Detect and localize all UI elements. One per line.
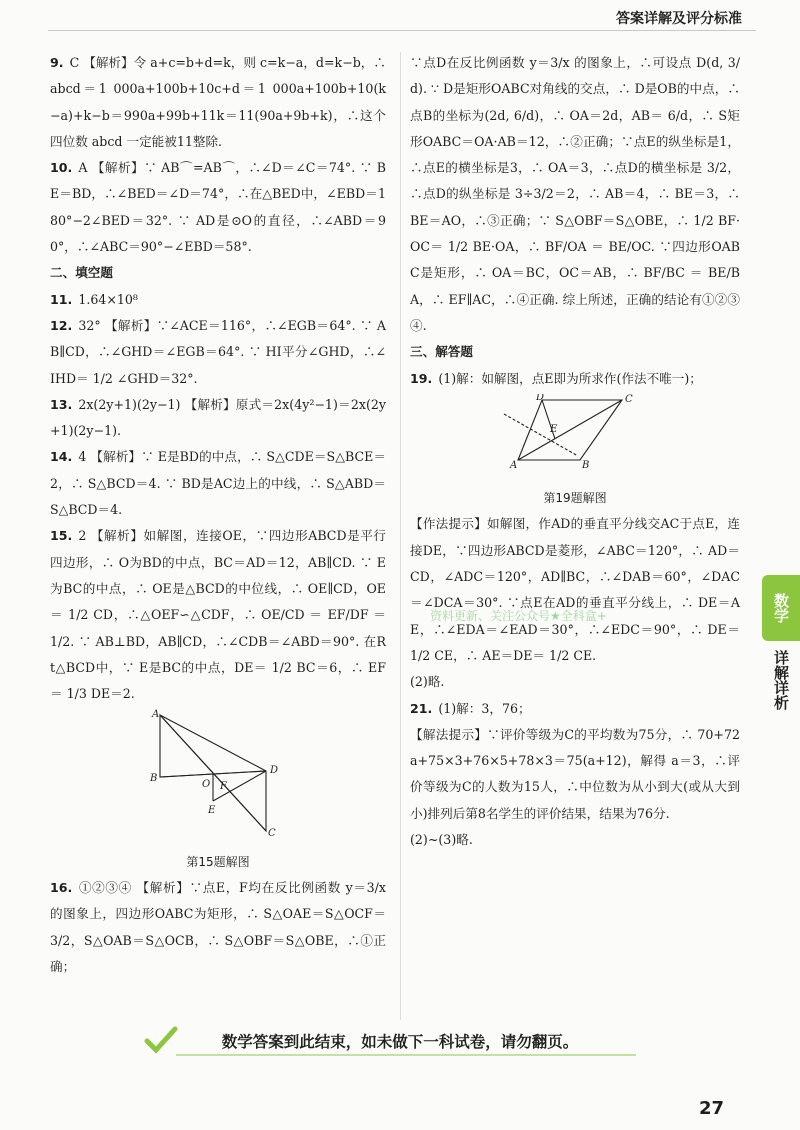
- q15: 15. 2 【解析】如解图，连接OE，∵四边形ABCD是平行四边形，∴ O为BD的中点，BC＝AD＝12，AB∥CD. ∵ E为BC的中点，∴ OE是△BCD的中位线，∴ OE∥CD，OE＝ 1/2 CD，∴△OEF∽△CDF，∴ OE/CD ＝ EF/DF ＝ 1/2. ∵ AB⊥BD，AB∥CD，∴∠CDB＝∠ABD＝90°. 在Rt△BCD中，∵ E是BC的中点，DE＝ 1/2 BC＝6，∴ EF＝ 1/3 DE＝2.: [50, 528, 386, 702]
- svg-text:O: O: [202, 779, 211, 791]
- figure-15: [50, 709, 386, 846]
- figure-15-caption: 第15题解图: [186, 854, 250, 869]
- left-column: [50, 50, 386, 980]
- svg-text:C: C: [625, 393, 633, 405]
- watermark: 资料更新、关注公众号★全科盒+: [430, 609, 607, 623]
- svg-text:F: F: [220, 781, 227, 793]
- q21-part2: (2)~(3)略.: [410, 832, 473, 848]
- side-label: 详解详析: [772, 650, 790, 710]
- figure-19: [410, 394, 740, 483]
- svg-text:A: A: [510, 459, 518, 471]
- svg-text:D: D: [536, 393, 545, 403]
- q9: 9. C 【解析】令 a+c=b+d=k，则 c=k−a，d=k−b，∴ abcd＝1 000a+100b+10c+d＝1 000a+100b+10(k−a)+k−b＝990a+99b+11k＝11(90a+9b+k)，∴这个四位数 abcd 一定能被11整除.: [50, 55, 386, 149]
- q16-continued: ∵点D在反比例函数 y＝3/x 的图象上，∴可设点 D(d, 3/d). ∵ D是矩形OABC对角线的交点，∴ D是OB的中点，∴点B的坐标为(2d, 6/d)，∴ OA＝2d，AB＝ 6/d，∴ S矩形OABC＝OA·AB＝12，∴②正确；∵点E的纵坐标是1，∴点E的横坐标是3，∴ OA＝3，∴点D的横坐标是 3/2，∴点D的纵坐标是 3÷3/2＝2，∴ AB＝4，∴ BE＝3，∴ BE＝AO，∴③正确；∵ S△OBF＝S△OBE，∴ 1/2 BF·OC＝ 1/2 BE·OA，∴ BF/OA ＝ BE/OC. ∵四边形OABC是矩形，∴ OA＝BC，OC＝AB，∴ BF/BC ＝ BE/BA，∴ EF∥AC，∴④正确. 综上所述，正确的结论有①②③④.: [410, 55, 740, 333]
- figure-19-diagram: [500, 394, 650, 474]
- page-number: 27: [698, 1098, 724, 1119]
- q19: 19. (1)解：如解图，点E即为所求作(作法不唯一)；: [410, 370, 702, 386]
- svg-text:B: B: [582, 459, 590, 471]
- q19-part2: (2)略.: [410, 674, 445, 690]
- svg-text:C: C: [268, 828, 276, 838]
- q10: 10. A 【解析】∵ AB⌒=AB⌒，∴∠D＝∠C＝74°. ∵ BE＝BD，∴∠BED＝∠D＝74°，∴在△BED中，∠EBD＝180°−2∠BED＝32°. ∵ AD是⊙O的直径，∴∠ABD＝90°，∴∠ABC＝90°−∠EBD＝58°.: [50, 160, 386, 255]
- q13: 13. 2x(2y+1)(2y−1) 【解析】原式＝2x(4y²−1)＝2x(2y+1)(2y−1).: [50, 396, 386, 439]
- svg-text:E: E: [550, 423, 558, 435]
- q21-hint: 【解法提示】∵评价等级为C的平均数为75分，∴ 70+72a+75×3+76×5+78×3＝75(a+12)，解得 a＝3，∴评价等级为C的人数为15人，∴中位数为从小到大(或从大到小)排列后第8名学生的评价结果，结果为76分.: [410, 726, 740, 821]
- column-divider: [400, 52, 401, 1020]
- svg-text:B: B: [150, 773, 158, 785]
- q21: 21. (1)解：3，76；: [410, 700, 531, 716]
- q14: 14. 4 【解析】∵ E是BD的中点，∴ S△CDE＝S△BCE＝2，∴ S△BCD＝4. ∵ BD是AC边上的中线，∴ S△ABD＝S△BCD＝4.: [50, 449, 386, 518]
- svg-text:D: D: [270, 765, 279, 777]
- header-rule: [48, 30, 756, 31]
- section-solutions: 三、解答题: [410, 344, 473, 360]
- footer-note: 数学答案到此结束，如未做下一科试卷，请勿翻页。: [221, 1033, 579, 1051]
- q19-hint: 【作法提示】如解图，作AD的垂直平分线交AC于点E，连接DE，∵四边形ABCD是菱形，∠ABC＝120°，∴ AD＝CD，∠ADC＝120°，AD∥BC，∴∠DAB＝60°，∠DAC＝∠DCA＝30°. ∵点E在AD的垂直平分线上，∴ DE＝AE，∴∠EDA＝∠EAD＝30°，∴∠EDC＝90°，∴ DE＝ 1/2 CE，∴ AE＝DE＝ 1/2 CE.: [410, 516, 740, 663]
- q11: 11. 1.64×10⁸: [50, 291, 138, 307]
- q12: 12. 32° 【解析】∵∠ACE＝116°，∴∠EGB＝64°. ∵ AB∥CD，∴∠GHD＝∠EGB＝64°. ∵ HI平分∠GHD，∴∠IHD＝ 1/2 ∠GHD＝32°.: [50, 317, 386, 386]
- footer-line: [176, 1054, 636, 1056]
- svg-text:E: E: [208, 805, 216, 817]
- right-column: [410, 50, 740, 853]
- page-header: 答案详解及评分标准: [616, 11, 742, 27]
- svg-text:A: A: [152, 709, 160, 721]
- figure-15-diagram: [148, 709, 288, 837]
- q16: 16. ①②③④ 【解析】∵点E，F均在反比例函数 y＝3/x 的图象上，四边形OABC为矩形，∴ S△OAE＝S△OCF＝ 3/2，S△OAB＝S△OCB，∴ S△OBF＝S△OBE，∴①正确；: [50, 880, 386, 974]
- figure-19-caption: 第19题解图: [543, 491, 607, 506]
- section-fill-blank: 二、填空题: [50, 265, 113, 281]
- subject-tab: 数学: [762, 575, 800, 641]
